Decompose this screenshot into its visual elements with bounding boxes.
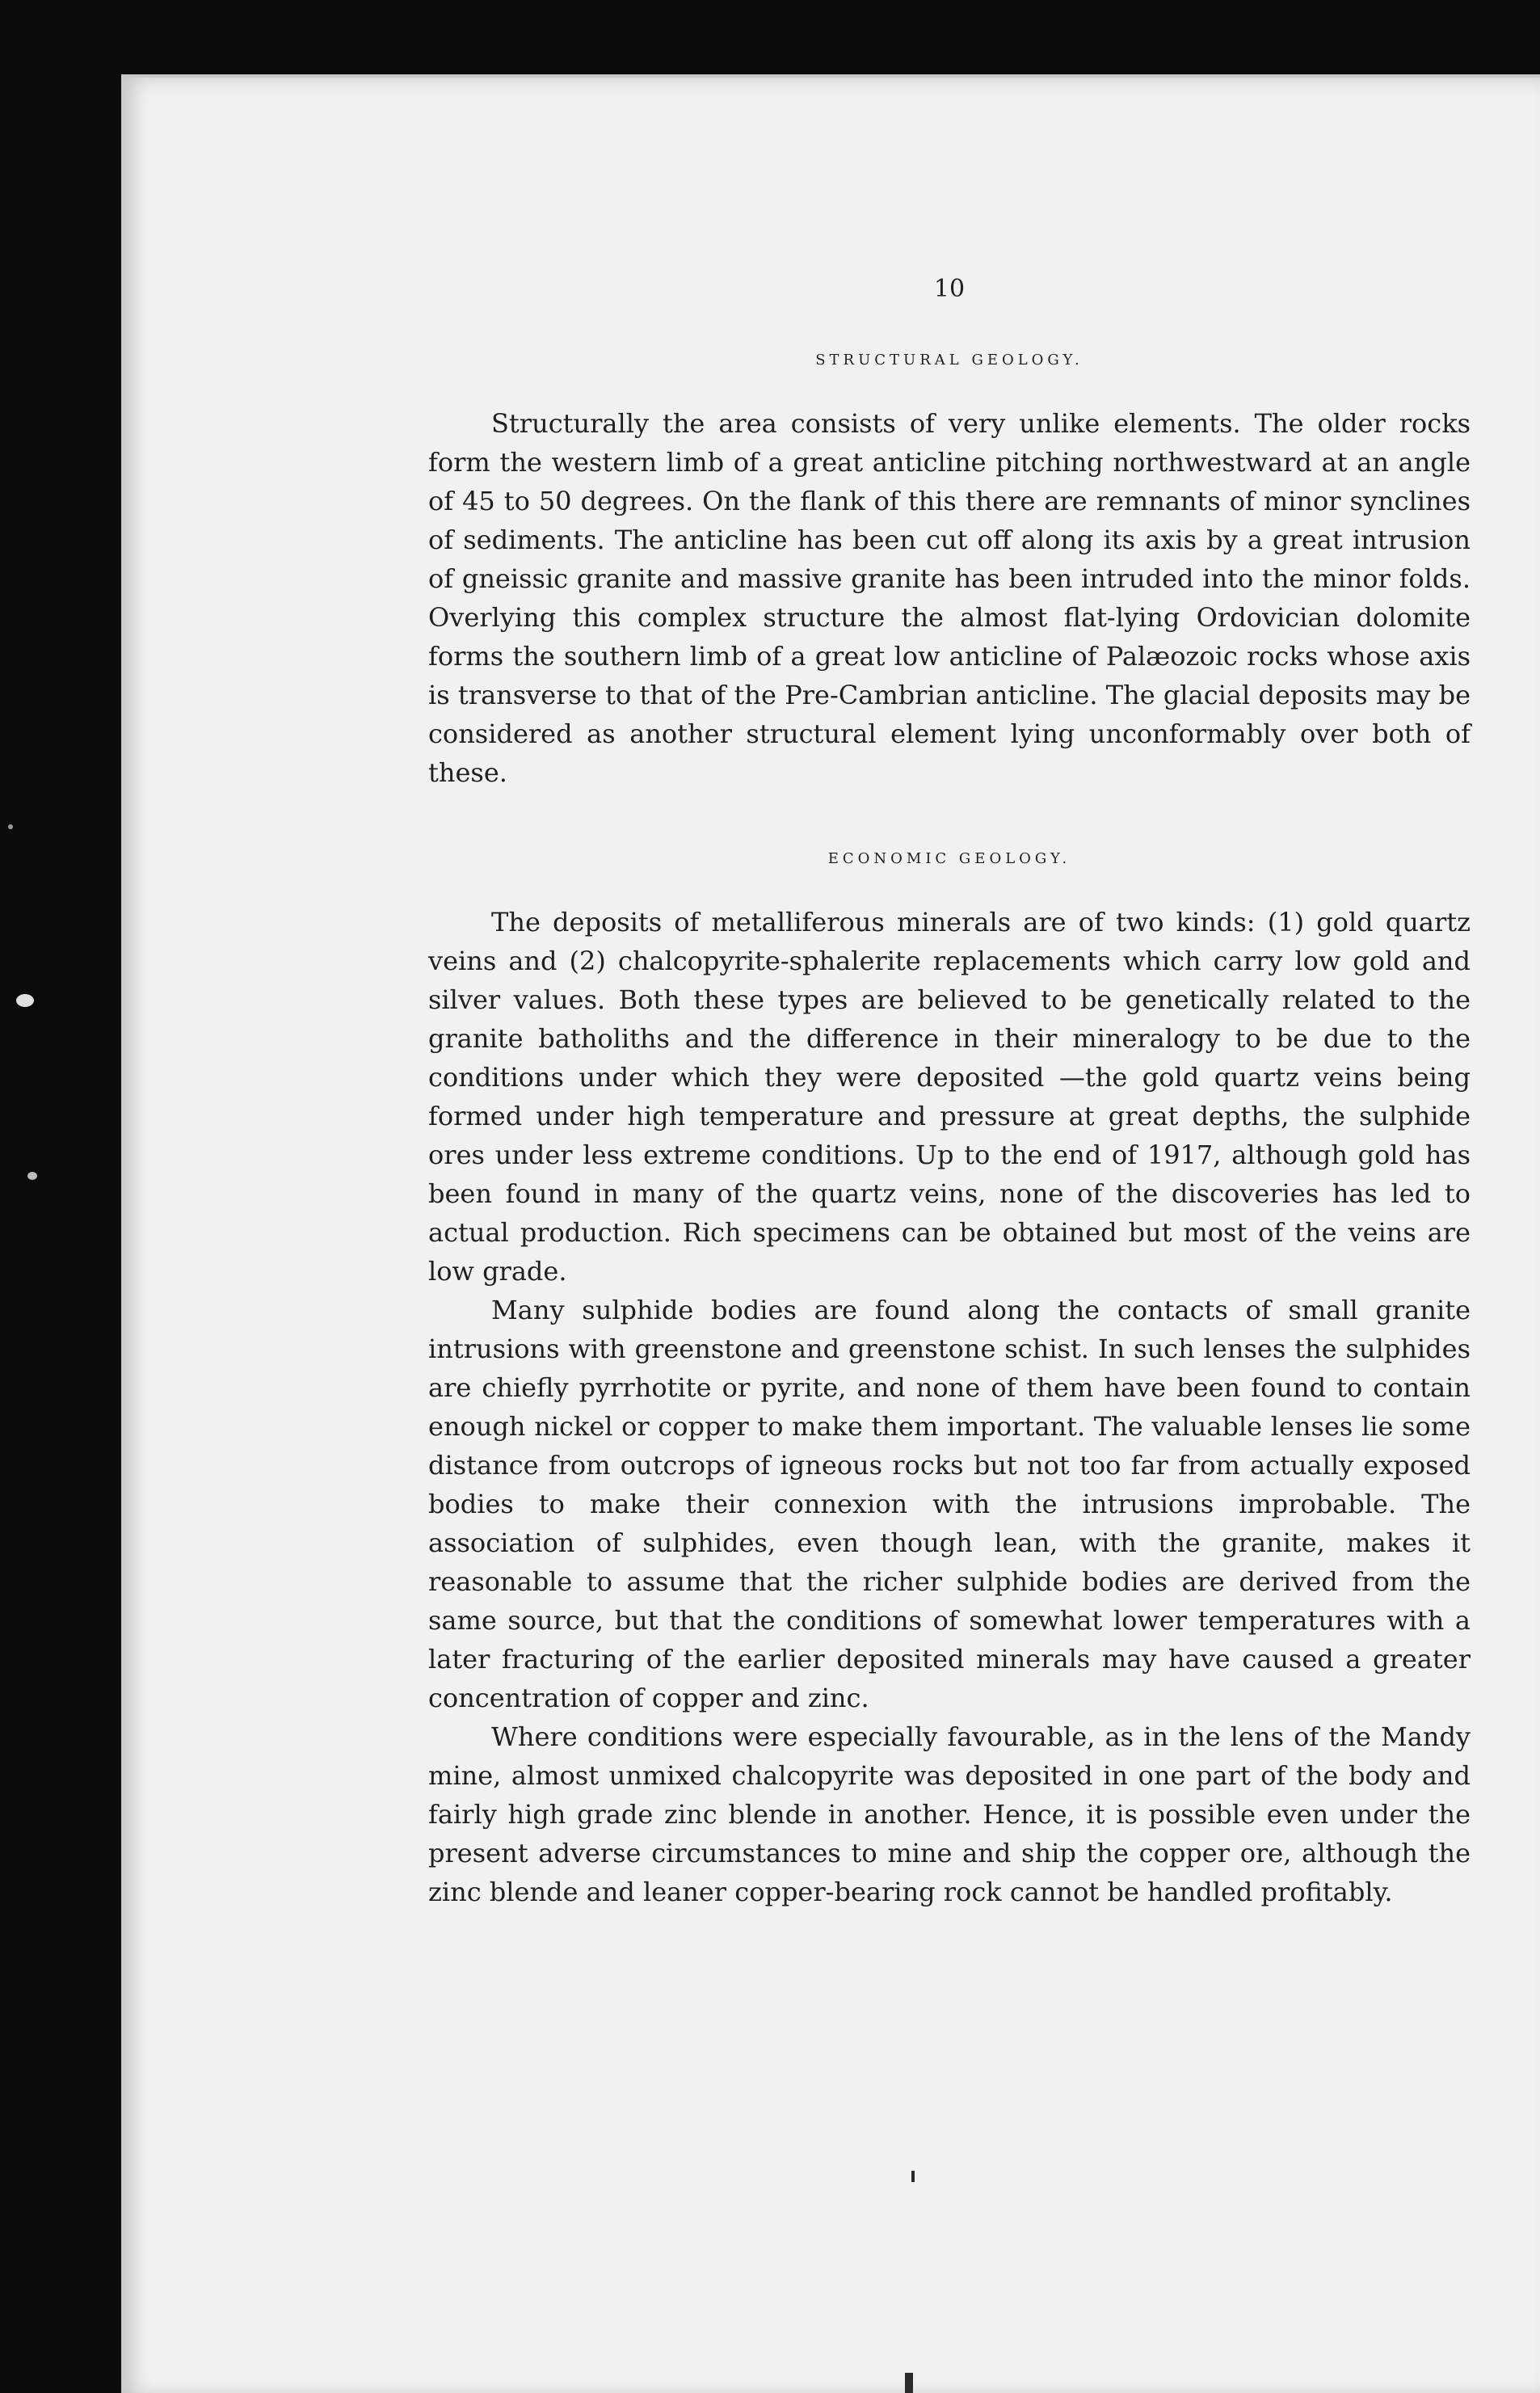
page-number: 10 bbox=[933, 275, 966, 303]
scan-speck bbox=[16, 994, 34, 1007]
paragraph: Where conditions were especially favourable, as in the lens of the Mandy mine, almost unmixed chalcopyrite was deposited in one part of the body and fairly high grade zinc blende in another. Hence, it is possible even under the present adverse circumstances to mine and ship the copper ore, although the zinc blende and leaner copper-bearing rock cannot be handled profitably. bbox=[428, 1721, 1471, 1907]
paragraph: Many sulphide bodies are found along the contacts of small granite intrusions with greenstone and greenstone schist. In such lenses the sulphides are chiefly pyrrhotite or pyrite, and none of them have been found to contain enough nickel or copper to make them important. The valuable lenses lie some distance from outcrops of igneous rocks but not too far from actually exposed bodies to make their connexion with the intrusions improbable. The association of sulphides, even though lean, with the granite, makes it reasonable to assume that the richer sulphide bodies are derived from the same source, but that the conditions of somewhat lower temperatures with a later fracturing of the earlier deposited minerals may have caused a greater concentration of copper and zinc. bbox=[428, 1295, 1471, 1713]
page-text bbox=[428, 275, 1471, 1911]
scan-mark bbox=[911, 2171, 915, 2182]
scan-speck bbox=[8, 824, 13, 829]
section-heading-economic-geology: ECONOMIC GEOLOGY. bbox=[827, 850, 1071, 867]
paragraph: Structurally the area consists of very unlike elements. The older rocks form the western limb of a great anticline pitching northwestward at an angle of 45 to 50 degrees. On the flank of this there are remnants of minor synclines of sediments. The anticline has been cut off along its axis by a great intrusion of gneissic granite and massive granite has been intruded into the minor folds. Overlying this complex structure the almost flat-lying Ordovician dolomite forms the southern limb of a great low anticline of Palæozoic rocks whose axis is transverse to that of the Pre-Cambrian anticline. The glacial deposits may be considered as another structural element lying unconformably over both of these. bbox=[428, 408, 1471, 788]
scan-mark bbox=[905, 2373, 913, 2393]
section-heading-structural-geology: STRUCTURAL GEOLOGY. bbox=[815, 352, 1083, 369]
paragraph: The deposits of metalliferous minerals are of two kinds: (1) gold quartz veins and (2) chalcopyrite-sphalerite replacements which carry low gold and silver values. Both these types are believed to be genetically related to the granite batholiths and the difference in their mineralogy to be due to the conditions under which they were deposited —the gold quartz veins being formed under high temperature and pressure at great depths, the sulphide ores under less extreme conditions. Up to the end of 1917, although gold has been found in many of the quartz veins, none of the discoveries has led to actual production. Rich specimens can be obtained but most of the veins are low grade. bbox=[428, 907, 1471, 1287]
scan-speck bbox=[27, 1172, 37, 1180]
